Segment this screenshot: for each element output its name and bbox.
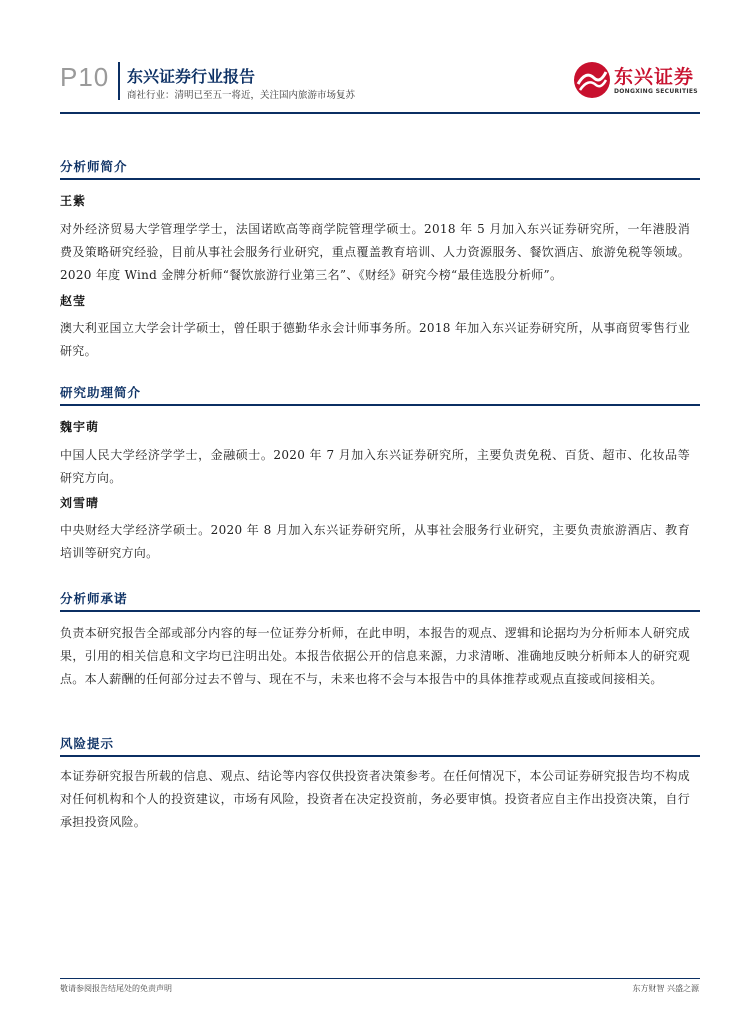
- footer-disclaimer: 敬请参阅报告结尾处的免责声明: [60, 984, 172, 993]
- assistant-name: 魏宇萌: [60, 420, 100, 434]
- analyst-bio: 澳大利亚国立大学会计学硕士，曾任职于德勤华永会计师事务所。2018 年加入东兴证券研究所，从事商贸零售行业研究。: [60, 321, 690, 358]
- logo-text-cn: 东兴证券: [614, 66, 695, 88]
- section-rule: [60, 404, 700, 406]
- section-title: 分析师承诺: [60, 591, 128, 606]
- report-subtitle: 商社行业：清明已至五一将近，关注国内旅游市场复苏: [127, 90, 356, 101]
- company-logo: [572, 60, 702, 102]
- logo-text-en: DONGXING SECURITIES: [614, 88, 698, 95]
- header-rule: [60, 112, 700, 114]
- report-header: [0, 0, 755, 120]
- assistant-bio: 中国人民大学经济学学士，金融硕士。2020 年 7 月加入东兴证券研究所，主要负责免税、百货、超市、化妆品等研究方向。: [60, 448, 690, 485]
- risk-text: 本证券研究报告所载的信息、观点、结论等内容仅供投资者决策参考。在任何情况下，本公司证券研究报告均不构成对任何机构和个人的投资建议，市场有风险，投资者在决定投资前，务必要审慎。投资者应自主作出投资决策，自行承担投资风险。: [60, 769, 690, 829]
- analyst-name: 王紫: [60, 194, 87, 208]
- section-risk: [60, 733, 700, 757]
- page-number: P10: [60, 62, 110, 92]
- section-commitment: [60, 588, 700, 612]
- commitment-text: 负责本研究报告全部或部分内容的每一位证券分析师，在此申明，本报告的观点、逻辑和论据均为分析师本人研究成果，引用的相关信息和文字均已注明出处。本报告依据公开的信息来源，力求清晰、准确地反映分析师本人的研究观点。本人薪酬的任何部分过去不曾与、现在不与，未来也将不会与本报告中的具体推荐或观点直接或间接相关。: [60, 626, 690, 686]
- section-title: 分析师简介: [60, 159, 128, 174]
- section-rule: [60, 755, 700, 757]
- section-assistant-intro: [60, 382, 700, 406]
- section-rule: [60, 610, 700, 612]
- assistant-bio: 中央财经大学经济学硕士。2020 年 8 月加入东兴证券研究所，从事社会服务行业研究，主要负责旅游酒店、教育培训等研究方向。: [60, 523, 690, 560]
- section-rule: [60, 178, 700, 180]
- assistant-name: 刘雪晴: [60, 496, 100, 510]
- footer-rule: [60, 978, 700, 979]
- report-type: 东兴证券行业报告: [127, 67, 256, 86]
- section-title: 风险提示: [60, 736, 115, 751]
- section-analyst-intro: [60, 156, 700, 180]
- analyst-bio: 对外经济贸易大学管理学学士，法国诺欧高等商学院管理学硕士。2018 年 5 月加入东兴证券研究所，一年港股消费及策略研究经验，目前从事社会服务行业研究，重点覆盖教育培训、人力资源服务、餐饮酒店、旅游免税等领域。2020 年度 Wind 金牌分析师“餐饮旅游行业第三名”、《财经》研究今榜“最佳选股分析师”。: [60, 222, 690, 282]
- analyst-name: 赵莹: [60, 294, 87, 308]
- header-divider: [118, 62, 120, 100]
- footer-slogan: 东方财智 兴盛之源: [632, 984, 699, 993]
- logo-emblem-icon: [572, 60, 612, 100]
- section-title: 研究助理简介: [60, 385, 142, 400]
